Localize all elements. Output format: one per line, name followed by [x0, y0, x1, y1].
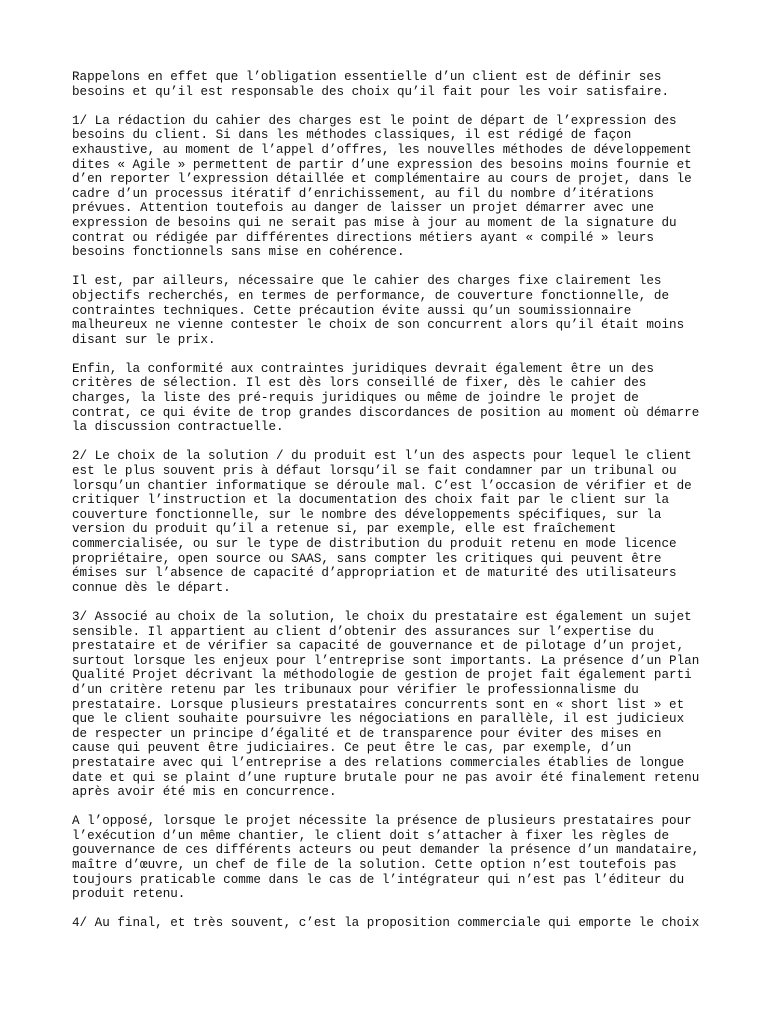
- paragraph-objectives: Il est, par ailleurs, nécessaire que le cahier des charges fixe clairement les objectifs recherchés, en termes de performance, de couverture fonctionnelle, de contraintes techniques. Cette précaution évite aussi qu’un soumissionnaire malheureux ne vienne contester le choix de son concurrent alors qu’il était moins disant sur le prix.: [72, 274, 685, 347]
- paragraph-section-1: 1/ La rédaction du cahier des charges est le point de départ de l’expression des besoins du client. Si dans les méthodes classiques, il est rédigé de façon exhaustive, au moment de l’appel d’offres, les nouvelles méthodes de développement dites « Agile » permettent de partir d’une expression des besoins moins fournie et d’en reporter l’expression détaillée et complémentaire au cours de projet, dans le cadre d’un processus itératif d’enrichissement, au fil du nombre d’itérations prévues. Attention toutefois au danger de laisser un projet démarrer avec une expression de besoins qui ne serait pas mise à jour au moment de la signature du contrat ou rédigée par différentes directions métiers ayant « compilé » leurs besoins fonctionnels sans mise en cohérence.: [72, 113, 692, 260]
- document-body: [72, 70, 712, 946]
- paragraph-section-3: 3/ Associé au choix de la solution, le choix du prestataire est également un sujet sensible. Il appartient au client d’obtenir des assurances sur l’expertise du prestataire et de vérifier sa capacité de gouvernance et de pilotage d’un projet, surtout lorsque les enjeux pour l’entreprise sont importants. La présence d’un Plan Qualité Projet décrivant la méthodologie de gestion de projet fait également parti d’un critère retenu par les tribunaux pour vérifier le professionnalisme du prestataire. Lorsque plusieurs prestataires concurrents sont en « short list » et que le client souhaite poursuivre les négociations en parallèle, il est judicieux de respecter un principe d’égalité et de transparence pour éviter des mises en cause qui peuvent être judiciaires. Ce peut être le cas, par exemple, d’un prestataire avec qui l’entreprise a des relations commerciales établies de longue date et qui se plaint d’une rupture brutale pour ne pas avoir été finalement retenu après avoir été mis en concurrence.: [72, 609, 700, 800]
- paragraph-section-4: 4/ Au final, et très souvent, c’est la proposition commerciale qui emporte le choix: [72, 916, 700, 931]
- paragraph-section-2: 2/ Le choix de la solution / du produit est l’un des aspects pour lequel le client est le plus souvent pris à défaut lorsqu’il se fait condamner par un tribunal ou lorsqu’un chantier informatique se déroule mal. C’est l’occasion de vérifier et de critiquer l’instruction et la documentation des choix fait par le client sur la couverture fonctionnelle, sur le nombre des développements spécifiques, sur la version du produit qu’il a retenue si, par exemple, elle est fraîchement commercialisée, ou sur le type de distribution du produit retenu en mode licence propriétaire, open source ou SAAS, sans compter les critiques qui peuvent être émises sur l’absence de capacité d’appropriation et de maturité des utilisateurs connue dès le départ.: [72, 449, 692, 595]
- paragraph-legal-compliance: Enfin, la conformité aux contraintes juridiques devrait également être un des critères de sélection. Il est dès lors conseillé de fixer, dès le cahier des charges, la liste des pré-requis juridiques ou même de joindre le projet de contrat, ce qui évite de trop grandes discordances de position au moment où démarre la discussion contractuelle.: [72, 361, 700, 435]
- paragraph-intro: Rappelons en effet que l’obligation essentielle d’un client est de définir ses besoins et qu’il est responsable des choix qu’il fait pour les voir satisfaire.: [72, 70, 670, 99]
- paragraph-multiple-providers: A l’opposé, lorsque le projet nécessite la présence de plusieurs prestataires pour l’exécution d’un même chantier, le client doit s’attacher à fixer les règles de gouvernance de ces différents acteurs ou peut demander la présence d’un mandataire, maître d’œuvre, un chef de file de la solution. Cette option n’est toutefois pas toujours praticable comme dans le cas de l’intégrateur qui n’est pas l’éditeur du produit retenu.: [72, 814, 700, 902]
